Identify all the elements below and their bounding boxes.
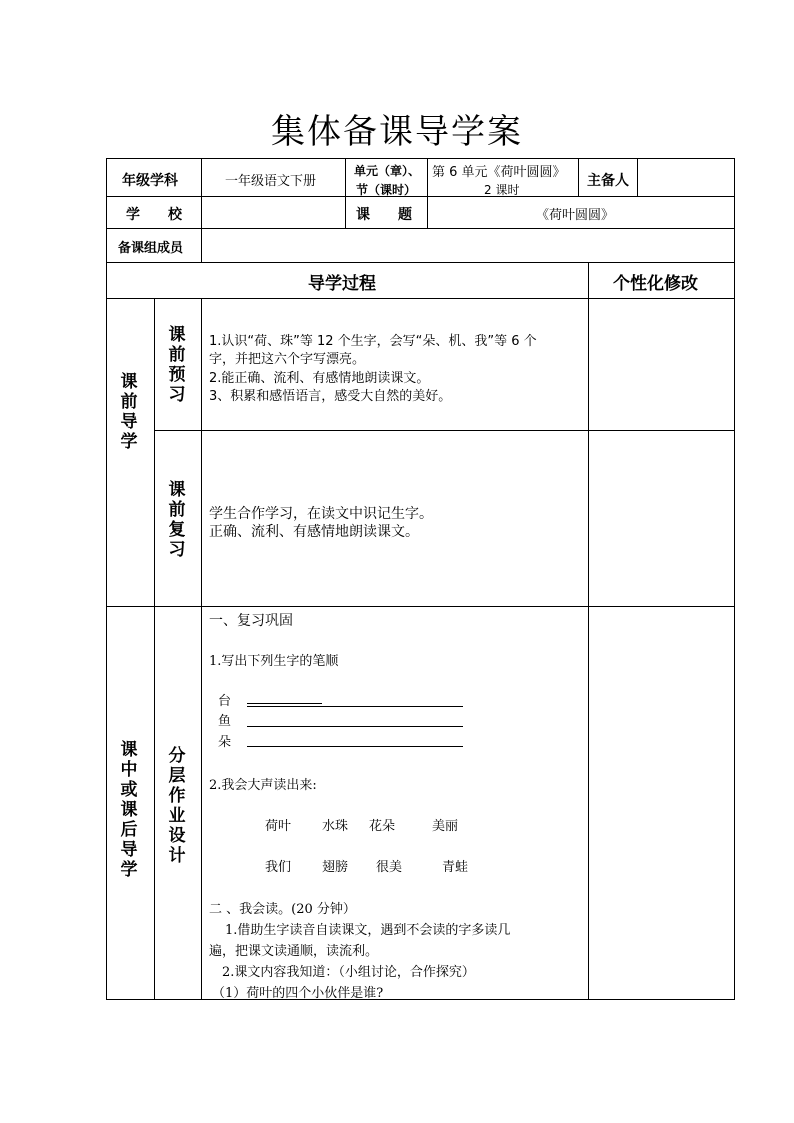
q1-stroke-order: 1.写出下列生字的笔顺 [209, 654, 339, 669]
pre-class-guide-label: 课前导学 [120, 372, 138, 452]
in-after-class-guide-label: 课中或课后导学 [120, 740, 138, 880]
word-row2-2: 翅膀 [322, 860, 349, 875]
review-line-2: 正确、流利、有感情地朗读课文。 [209, 524, 419, 540]
part2-line-2: 遍，把课文读通顺，读流利。 [209, 944, 379, 959]
part2-title: 二 、我会读。(20 分钟） [209, 902, 356, 917]
preview-line-1: 1.认识“荷、珠”等 12 个生字，会写“朵、机、我”等 6 个 [209, 334, 537, 349]
unit-label-line2: 节（课时） [356, 183, 417, 197]
review-label: 课前复习 [168, 480, 186, 560]
guided-learning-process-header: 导学过程 [308, 274, 376, 294]
layered-homework-label: 分层作业设计 [168, 746, 186, 866]
word-row1-4: 美丽 [432, 819, 459, 834]
col-divider [588, 262, 589, 1000]
word-row2-1: 我们 [265, 860, 292, 875]
part1-title: 一、复习巩固 [209, 613, 293, 629]
col-divider [578, 158, 579, 196]
grade-subject-value: 一年级语文下册 [225, 174, 317, 189]
preview-label: 课前预习 [168, 325, 186, 405]
preview-line-3: 2.能正确、流利、有感情地朗读课文。 [209, 371, 430, 386]
col-divider [345, 158, 346, 228]
col-divider [154, 298, 155, 1000]
row-divider [154, 430, 735, 431]
stroke-char-1: 台 [218, 694, 232, 709]
stroke-char-2: 鱼 [218, 714, 232, 729]
prep-group-members-label: 备课组成员 [118, 241, 184, 256]
unit-value-line2: 2 课时 [484, 183, 520, 197]
word-row1-3: 花朵 [369, 819, 396, 834]
word-row1-1: 荷叶 [265, 819, 292, 834]
col-divider [637, 158, 638, 196]
lesson-title-label: 课 题 [356, 207, 412, 223]
part2-line-1: 1.借助生字读音自读课文，遇到不会读的字多读几 [225, 923, 511, 938]
lesson-title-value: 《荷叶圆圆》 [536, 208, 615, 223]
word-row2-4: 青蛙 [442, 860, 469, 875]
q2-read-aloud: 2.我会大声读出来: [209, 778, 317, 793]
unit-label-line1: 单元（章）、 [354, 164, 421, 178]
word-row2-3: 很美 [376, 860, 403, 875]
preview-line-4: 3、积累和感悟语言，感受大自然的美好。 [209, 389, 452, 404]
preview-line-2: 字，并把这六个字写漂亮。 [209, 352, 366, 367]
answer-line [247, 726, 463, 727]
part2-line-4: （1）荷叶的四个小伙伴是谁? [212, 986, 384, 1001]
answer-line [247, 703, 322, 704]
col-divider [201, 158, 202, 262]
answer-line [247, 706, 463, 707]
personalized-revision-header: 个性化修改 [613, 274, 698, 294]
row-divider [106, 262, 735, 263]
school-label: 学 校 [126, 207, 182, 223]
part2-line-3: 2.课文内容我知道：（小组讨论，合作探究） [222, 965, 475, 980]
answer-line [247, 746, 463, 747]
col-divider [427, 158, 428, 228]
col-divider [201, 298, 202, 1000]
stroke-char-3: 朵 [218, 735, 232, 750]
word-row1-2: 水珠 [322, 819, 349, 834]
preparer-label: 主备人 [587, 173, 629, 189]
page-title: 集体备课导学案 [271, 112, 523, 152]
grade-subject-label: 年级学科 [122, 173, 178, 189]
unit-value-line1: 第 6 单元《荷叶圆圆》 [432, 165, 566, 180]
review-line-1: 学生合作学习，在读文中识记生字。 [209, 506, 433, 522]
